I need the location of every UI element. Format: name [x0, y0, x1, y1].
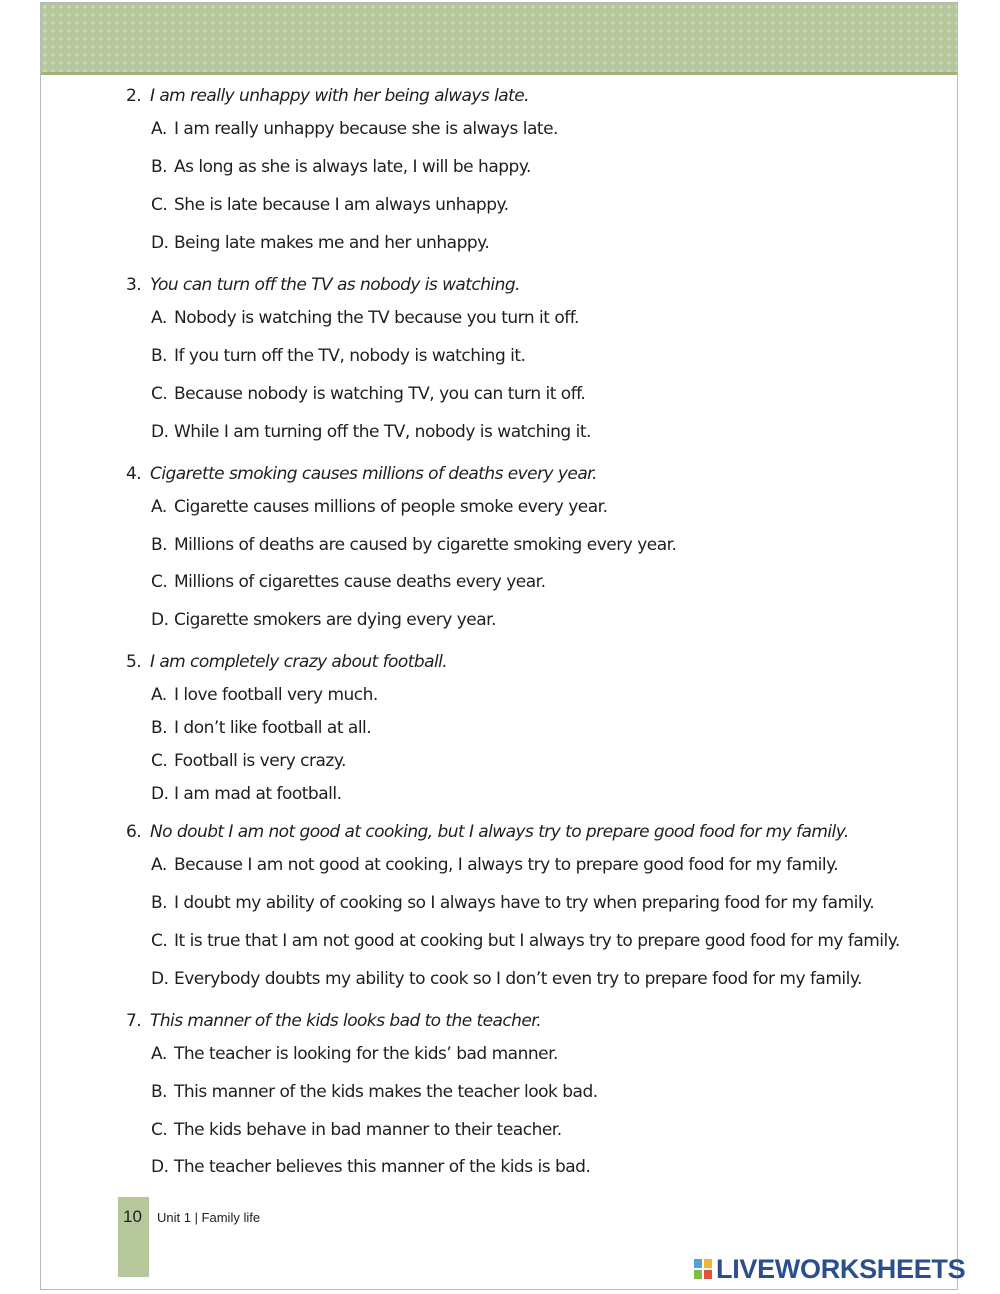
answer-option[interactable] — [151, 610, 496, 630]
question-text: I am really unhappy with her being always late. — [150, 86, 530, 106]
option-text: Everybody doubts my ability to cook so I don’t even try to prepare food for my family. — [174, 969, 862, 989]
answer-option[interactable] — [151, 1044, 558, 1064]
question-number: 3. — [126, 275, 142, 295]
option-letter: D. — [151, 233, 169, 253]
option-text: I am really unhappy because she is always late. — [174, 119, 558, 139]
option-letter: A. — [151, 497, 167, 517]
option-letter: B. — [151, 346, 168, 366]
option-letter: B. — [151, 1082, 168, 1102]
option-text: She is late because I am always unhappy. — [174, 195, 509, 215]
question-stem — [126, 275, 520, 295]
option-text: Because I am not good at cooking, I always try to prepare good food for my family. — [174, 855, 839, 875]
answer-option[interactable] — [151, 119, 558, 139]
option-letter: C. — [151, 195, 168, 215]
option-letter: A. — [151, 855, 167, 875]
answer-option[interactable] — [151, 308, 579, 328]
option-text: The teacher believes this manner of the kids is bad. — [174, 1157, 591, 1177]
answer-option[interactable] — [151, 572, 546, 592]
option-letter: D. — [151, 1157, 169, 1177]
option-letter: D. — [151, 784, 169, 804]
answer-option[interactable] — [151, 718, 371, 738]
option-letter: A. — [151, 308, 167, 328]
answer-option[interactable] — [151, 497, 608, 517]
answer-option[interactable] — [151, 751, 346, 771]
option-letter: A. — [151, 119, 167, 139]
option-letter: D. — [151, 610, 169, 630]
answer-option[interactable] — [151, 1082, 598, 1102]
option-text: Because nobody is watching TV, you can turn it off. — [174, 384, 586, 404]
answer-option[interactable] — [151, 346, 525, 366]
option-text: While I am turning off the TV, nobody is watching it. — [174, 422, 591, 442]
option-text: Cigarette causes millions of people smoke every year. — [174, 497, 608, 517]
option-text: Being late makes me and her unhappy. — [174, 233, 490, 253]
answer-option[interactable] — [151, 931, 900, 951]
option-letter: B. — [151, 893, 168, 913]
brand-name: LIVEWORKSHEETS — [716, 1254, 966, 1284]
question-number: 6. — [126, 822, 142, 842]
answer-option[interactable] — [151, 1157, 590, 1177]
question-stem — [126, 86, 529, 106]
option-text: Millions of cigarettes cause deaths every year. — [174, 572, 546, 592]
option-letter: D. — [151, 422, 169, 442]
question-text: You can turn off the TV as nobody is watching. — [150, 275, 520, 295]
option-text: Football is very crazy. — [174, 751, 346, 771]
answer-option[interactable] — [151, 855, 838, 875]
answer-option[interactable] — [151, 969, 862, 989]
answer-option[interactable] — [151, 384, 585, 404]
option-letter: A. — [151, 1044, 167, 1064]
answer-option[interactable] — [151, 893, 874, 913]
question-stem — [126, 652, 447, 672]
option-text: I don’t like football at all. — [174, 718, 372, 738]
option-letter: B. — [151, 535, 168, 555]
question-text: I am completely crazy about football. — [150, 652, 448, 672]
option-text: I am mad at football. — [174, 784, 342, 804]
question-text: This manner of the kids looks bad to the teacher. — [150, 1011, 542, 1031]
option-letter: C. — [151, 1120, 168, 1140]
question-stem — [126, 1011, 541, 1031]
option-text: I doubt my ability of cooking so I always have to try when preparing food for my family. — [174, 893, 875, 913]
answer-option[interactable] — [151, 233, 489, 253]
unit-label: Unit 1 | Family life — [157, 1210, 261, 1225]
option-text: It is true that I am not good at cooking but I always try to prepare good food for my family. — [174, 931, 900, 951]
question-stem — [126, 822, 849, 842]
answer-option[interactable] — [151, 685, 378, 705]
brand-watermark[interactable] — [693, 1253, 965, 1285]
option-text: If you turn off the TV, nobody is watching it. — [174, 346, 526, 366]
option-letter: B. — [151, 718, 168, 738]
option-letter: C. — [151, 751, 168, 771]
option-text: Millions of deaths are caused by cigarette smoking every year. — [174, 535, 677, 555]
question-text: Cigarette smoking causes millions of deaths every year. — [150, 464, 597, 484]
option-text: This manner of the kids makes the teacher look bad. — [174, 1082, 598, 1102]
option-text: Cigarette smokers are dying every year. — [174, 610, 496, 630]
liveworksheets-logo-icon — [693, 1258, 713, 1280]
option-letter: D. — [151, 969, 169, 989]
option-letter: C. — [151, 931, 168, 951]
option-letter: C. — [151, 572, 168, 592]
answer-option[interactable] — [151, 422, 591, 442]
answer-option[interactable] — [151, 784, 341, 804]
question-number: 7. — [126, 1011, 142, 1031]
question-text: No doubt I am not good at cooking, but I always try to prepare good food for my family. — [150, 822, 849, 842]
question-number: 5. — [126, 652, 142, 672]
question-stem — [126, 464, 597, 484]
answer-option[interactable] — [151, 195, 509, 215]
answer-option[interactable] — [151, 157, 531, 177]
option-letter: B. — [151, 157, 168, 177]
option-text: The kids behave in bad manner to their teacher. — [174, 1120, 562, 1140]
header-band — [41, 3, 957, 75]
option-text: Nobody is watching the TV because you turn it off. — [174, 308, 579, 328]
option-letter: A. — [151, 685, 167, 705]
page-number: 10 — [123, 1207, 142, 1226]
answer-option[interactable] — [151, 1120, 562, 1140]
option-text: The teacher is looking for the kids’ bad manner. — [174, 1044, 558, 1064]
answer-option[interactable] — [151, 535, 676, 555]
question-number: 4. — [126, 464, 142, 484]
option-text: I love football very much. — [174, 685, 378, 705]
option-letter: C. — [151, 384, 168, 404]
option-text: As long as she is always late, I will be happy. — [174, 157, 531, 177]
question-number: 2. — [126, 86, 142, 106]
